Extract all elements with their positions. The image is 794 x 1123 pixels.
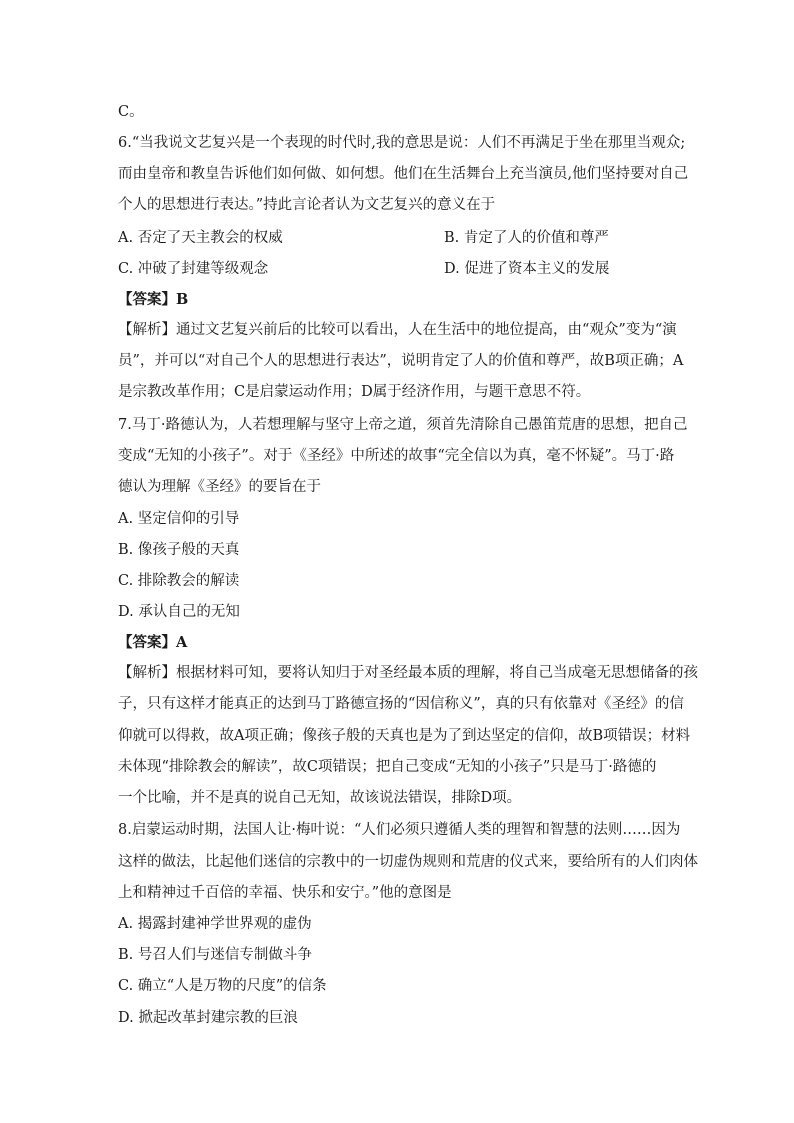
question-7-option-b: B. 像孩子般的天真 (118, 542, 240, 558)
question-7-answer: 【答案】A (118, 634, 188, 651)
question-7-option-c: C. 排除教会的解读 (118, 573, 240, 589)
question-6-stem-line-3: 个人的思想进行表达。”持此言论者认为文艺复兴的意义在于 (118, 197, 496, 213)
question-7-option-a: A. 坚定信仰的引导 (118, 511, 240, 527)
question-8-option-b: B. 号召人们与迷信专制做斗争 (118, 947, 312, 963)
question-7-stem-line-3: 德认为理解《圣经》的要旨在于 (118, 479, 321, 495)
question-7-stem-line-2: 变成“无知的小孩子”。对于《圣经》中所述的故事“完全信以为真，毫不怀疑”。马丁·路 (118, 448, 675, 464)
question-6-stem-line-2: 而由皇帝和教皇告诉他们如何做、如何想。他们在生活舞台上充当演员,他们坚持要对自己 (118, 166, 689, 182)
question-7-analysis-line-2: 子，只有这样才能真正的达到马丁路德宣扬的“因信称义”，真的只有依靠对《圣经》的信 (118, 696, 684, 712)
question-8-stem-line-2: 这样的做法，比起他们迷信的宗教中的一切虚伪规则和荒唐的仪式来，要给所有的人们肉体 (118, 854, 698, 870)
question-6-answer: 【答案】B (118, 291, 189, 308)
question-6-analysis-line-3: 是宗教改革作用；C是启蒙运动作用；D属于经济作用，与题干意思不符。 (118, 384, 591, 400)
question-6-option-b: B. 肯定了人的价值和尊严 (444, 230, 609, 246)
question-8-option-c: C. 确立“人是万物的尺度”的信条 (118, 978, 327, 994)
question-7-analysis-line-1: 【解析】根据材料可知，要将认知归于对圣经最本质的理解，将自己当成毫无思想储备的孩 (118, 665, 698, 681)
question-7-stem-line-1: 7.马丁·路德认为，人若想理解与坚守上帝之道，须首先清除自己愚笛荒唐的思想，把自己 (118, 417, 688, 433)
question-7-analysis-line-4: 未体现“排除教会的解读”，故C项错误；把自己变成“无知的小孩子”只是马丁·路德的 (118, 759, 657, 775)
question-8-stem-line-1: 8.启蒙运动时期，法国人让·梅叶说：“人们必须只遵循人类的理智和智慧的法则……因为 (118, 822, 681, 838)
question-6-option-c: C. 冲破了封建等级观念 (118, 261, 269, 277)
question-7-option-d: D. 承认自己的无知 (118, 604, 240, 620)
question-8-option-d: D. 掀起改革封建宗教的巨浪 (118, 1010, 298, 1026)
question-6-analysis-line-1: 【解析】通过文艺复兴前后的比较可以看出，人在生活中的地位提高，由“观众”变为“演 (118, 322, 677, 338)
question-7-analysis-line-5: 一个比喻，并不是真的说自己无知，故该说法错误，排除D项。 (118, 790, 522, 806)
text-line: C。 (118, 104, 144, 120)
question-6-stem-line-1: 6.“当我说文艺复兴是一个表现的时代时,我的意思是说：人们不再满足于坐在那里当观众; (118, 135, 686, 151)
question-8-stem-line-3: 上和精神过千百倍的幸福、快乐和安宁。”他的意图是 (118, 885, 452, 901)
question-6-analysis-line-2: 员”，并可以“对自己个人的思想进行表达”，说明肯定了人的价值和尊严，故B项正确；A (118, 353, 684, 369)
question-7-analysis-line-3: 仰就可以得救，故A项正确；像孩子般的天真也是为了到达坚定的信仰，故B项错误；材料 (118, 728, 691, 744)
question-8-option-a: A. 揭露封建神学世界观的虚伪 (118, 916, 312, 932)
question-6-option-a: A. 否定了天主教会的权威 (118, 230, 283, 246)
question-6-option-d: D. 促进了资本主义的发展 (444, 261, 610, 277)
